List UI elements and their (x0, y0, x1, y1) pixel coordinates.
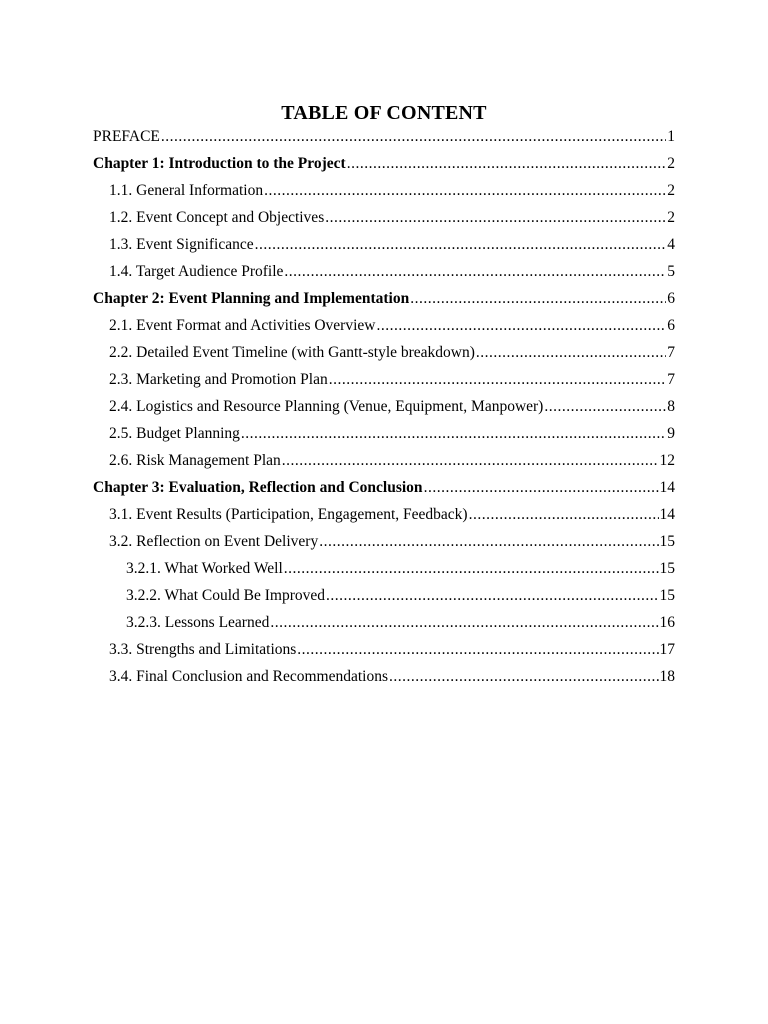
dot-leader (326, 582, 658, 609)
dot-leader (282, 447, 659, 474)
toc-entry-page-number: 2 (667, 155, 675, 172)
toc-entry-label: 2.5. Budget Planning (109, 425, 240, 442)
toc-entry-label: 2.6. Risk Management Plan (109, 452, 281, 469)
dot-leader (476, 339, 666, 366)
toc-entry-label: 3.2.3. Lessons Learned (126, 614, 270, 631)
toc-entry[interactable] (93, 285, 675, 312)
toc-entry-page-number: 2 (667, 209, 675, 226)
toc-entry[interactable] (93, 474, 675, 501)
toc-entry-page-number: 6 (667, 290, 675, 307)
toc-entry-page-number: 16 (659, 614, 675, 631)
toc-entry[interactable] (93, 123, 675, 150)
toc-title: TABLE OF CONTENT (281, 102, 487, 124)
toc-entry-page-number: 5 (667, 263, 675, 280)
toc-entry[interactable] (93, 312, 675, 339)
dot-leader (264, 177, 666, 204)
dot-leader (410, 285, 666, 312)
toc-entry-page-number: 12 (659, 452, 675, 469)
dot-leader (376, 312, 666, 339)
toc-entry[interactable] (93, 231, 675, 258)
toc-entry-label: 3.2.2. What Could Be Improved (126, 587, 326, 604)
toc-entry[interactable] (93, 393, 675, 420)
dot-leader (329, 366, 667, 393)
toc-entry[interactable] (93, 339, 675, 366)
dot-leader (424, 474, 659, 501)
toc-entry[interactable] (93, 663, 675, 690)
toc-entry[interactable] (93, 366, 675, 393)
dot-leader (284, 555, 659, 582)
toc-entry-page-number: 2 (667, 182, 675, 199)
dot-leader (325, 204, 666, 231)
dot-leader (270, 609, 658, 636)
dot-leader (297, 636, 658, 663)
toc-entry-page-number: 6 (667, 317, 675, 334)
toc-entry-label: 2.2. Detailed Event Timeline (with Gantt-style breakdown) (109, 344, 475, 361)
toc-entry-label: 3.2. Reflection on Event Delivery (109, 533, 319, 550)
toc-entry[interactable] (93, 636, 675, 663)
dot-leader (284, 258, 666, 285)
toc-entry-page-number: 14 (659, 506, 675, 523)
toc-entry-label: 1.2. Event Concept and Objectives (109, 209, 325, 226)
toc-entry-page-number: 7 (667, 371, 675, 388)
toc-entry-page-number: 15 (659, 587, 675, 604)
toc-entry[interactable] (93, 501, 675, 528)
dot-leader (241, 420, 666, 447)
dot-leader (347, 150, 667, 177)
toc-entry-label: 3.1. Event Results (Participation, Engagement, Feedback) (109, 506, 468, 523)
toc-entry-page-number: 15 (659, 533, 675, 550)
toc-entry-label: 3.2.1. What Worked Well (126, 560, 283, 577)
toc-entry-label: 3.4. Final Conclusion and Recommendations (109, 668, 388, 685)
toc-entry-label: 1.3. Event Significance (109, 236, 254, 253)
dot-leader (389, 663, 659, 690)
dot-leader (161, 123, 666, 150)
toc-list (93, 123, 675, 690)
toc-entry-label: 2.1. Event Format and Activities Overview (109, 317, 376, 334)
toc-entry-label: 2.4. Logistics and Resource Planning (Venue, Equipment, Manpower) (109, 398, 544, 415)
toc-entry[interactable] (93, 609, 675, 636)
toc-entry-page-number: 7 (667, 344, 675, 361)
dot-leader (469, 501, 659, 528)
toc-entry-label: PREFACE (93, 128, 160, 145)
toc-entry-label: Chapter 1: Introduction to the Project (93, 155, 346, 172)
dot-leader (544, 393, 666, 420)
toc-entry[interactable] (93, 420, 675, 447)
toc-entry[interactable] (93, 555, 675, 582)
toc-entry-label: 1.1. General Information (109, 182, 264, 199)
toc-entry[interactable] (93, 528, 675, 555)
toc-entry[interactable] (93, 447, 675, 474)
toc-entry-label: Chapter 3: Evaluation, Reflection and Conclusion (93, 479, 423, 496)
toc-entry[interactable] (93, 582, 675, 609)
toc-entry-label: 3.3. Strengths and Limitations (109, 641, 297, 658)
toc-entry-label: 2.3. Marketing and Promotion Plan (109, 371, 328, 388)
toc-entry-page-number: 4 (667, 236, 675, 253)
toc-entry-page-number: 1 (667, 128, 675, 145)
toc-entry-page-number: 15 (659, 560, 675, 577)
toc-entry[interactable] (93, 258, 675, 285)
toc-entry[interactable] (93, 150, 675, 177)
toc-entry-page-number: 14 (659, 479, 675, 496)
toc-entry-page-number: 18 (659, 668, 675, 685)
toc-entry[interactable] (93, 204, 675, 231)
dot-leader (319, 528, 658, 555)
toc-entry-page-number: 9 (667, 425, 675, 442)
dot-leader (255, 231, 667, 258)
toc-entry-page-number: 17 (659, 641, 675, 658)
toc-entry-label: 1.4. Target Audience Profile (109, 263, 284, 280)
toc-entry-page-number: 8 (667, 398, 675, 415)
toc-entry-label: Chapter 2: Event Planning and Implementation (93, 290, 410, 307)
toc-entry[interactable] (93, 177, 675, 204)
